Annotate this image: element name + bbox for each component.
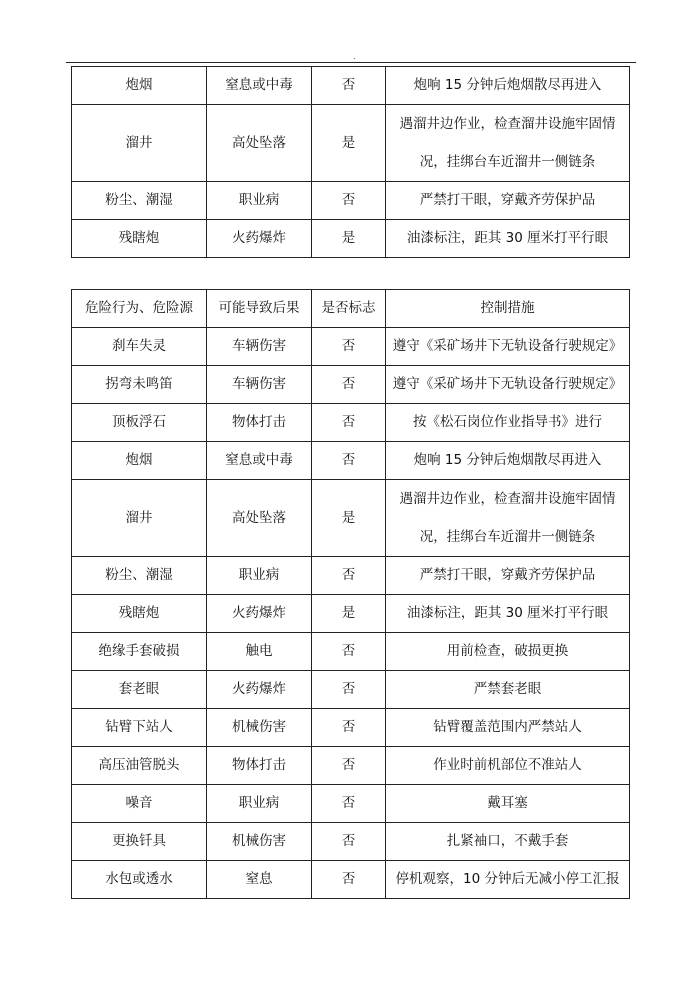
measure-cell: 油漆标注，距其 30 厘米打平行眼: [386, 595, 630, 633]
measure-cell: 扎紧袖口，不戴手套: [386, 823, 630, 861]
consequence-cell: 触电: [207, 633, 312, 671]
flag-cell: 否: [312, 861, 386, 899]
measure-cell: 油漆标注，距其 30 厘米打平行眼: [386, 220, 630, 258]
table-row: [72, 861, 630, 899]
flag-cell: 是: [312, 595, 386, 633]
hazard-cell: 残瞎炮: [72, 595, 207, 633]
consequence-cell: 窒息或中毒: [207, 442, 312, 480]
column-header-consequence: 可能导致后果: [207, 290, 312, 328]
flag-cell: 否: [312, 823, 386, 861]
hazard-cell: 刹车失灵: [72, 328, 207, 366]
table-row: [72, 747, 630, 785]
measure-cell: 用前检查，破损更换: [386, 633, 630, 671]
table-row: [72, 595, 630, 633]
hazard-cell: 更换钎具: [72, 823, 207, 861]
flag-cell: 否: [312, 404, 386, 442]
consequence-cell: 窒息: [207, 861, 312, 899]
column-header-hazard: 危险行为、危险源: [72, 290, 207, 328]
consequence-cell: 火药爆炸: [207, 595, 312, 633]
table-row: [72, 404, 630, 442]
flag-cell: 否: [312, 182, 386, 220]
measure-cell: 遇溜井边作业，检查溜井设施牢固情况，挂绑台车近溜井一侧链条: [386, 480, 630, 557]
consequence-cell: 物体打击: [207, 747, 312, 785]
measure-cell: 严禁打干眼，穿戴齐劳保护品: [386, 557, 630, 595]
measure-cell: 严禁打干眼，穿戴齐劳保护品: [386, 182, 630, 220]
measure-cell: 严禁套老眼: [386, 671, 630, 709]
consequence-cell: 职业病: [207, 557, 312, 595]
hazard-table-continued: [71, 66, 630, 258]
measure-cell: 戴耳塞: [386, 785, 630, 823]
hazard-cell: 残瞎炮: [72, 220, 207, 258]
header-mark: .: [353, 52, 356, 61]
hazard-control-table: [71, 289, 630, 899]
table-row: [72, 480, 630, 557]
hazard-cell: 绝缘手套破损: [72, 633, 207, 671]
table-row: [72, 633, 630, 671]
table-row: [72, 67, 630, 105]
hazard-cell: 钻臂下站人: [72, 709, 207, 747]
hazard-cell: 粉尘、潮湿: [72, 557, 207, 595]
hazard-cell: 高压油管脱头: [72, 747, 207, 785]
measure-cell: 按《松石岗位作业指导书》进行: [386, 404, 630, 442]
hazard-cell: 噪音: [72, 785, 207, 823]
flag-cell: 否: [312, 442, 386, 480]
table-row: [72, 442, 630, 480]
consequence-cell: 高处坠落: [207, 480, 312, 557]
flag-cell: 否: [312, 747, 386, 785]
consequence-cell: 窒息或中毒: [207, 67, 312, 105]
measure-cell: 炮响 15 分钟后炮烟散尽再进入: [386, 442, 630, 480]
measure-cell: 遵守《采矿场井下无轨设备行驶规定》: [386, 366, 630, 404]
hazard-cell: 套老眼: [72, 671, 207, 709]
table-row: [72, 105, 630, 182]
measure-cell: 钻臂覆盖范围内严禁站人: [386, 709, 630, 747]
table-row: [72, 823, 630, 861]
flag-cell: 否: [312, 671, 386, 709]
hazard-cell: 溜井: [72, 105, 207, 182]
table-row: [72, 328, 630, 366]
flag-cell: 否: [312, 67, 386, 105]
consequence-cell: 火药爆炸: [207, 220, 312, 258]
table-row: [72, 785, 630, 823]
flag-cell: 是: [312, 480, 386, 557]
hazard-cell: 水包或透水: [72, 861, 207, 899]
consequence-cell: 物体打击: [207, 404, 312, 442]
hazard-cell: 炮烟: [72, 442, 207, 480]
flag-cell: 否: [312, 633, 386, 671]
hazard-cell: 拐弯未鸣笛: [72, 366, 207, 404]
measure-cell: 停机观察，10 分钟后无减小停工汇报: [386, 861, 630, 899]
flag-cell: 否: [312, 785, 386, 823]
consequence-cell: 职业病: [207, 785, 312, 823]
consequence-cell: 车辆伤害: [207, 328, 312, 366]
measure-cell: 作业时前机部位不准站人: [386, 747, 630, 785]
measure-cell: 炮响 15 分钟后炮烟散尽再进入: [386, 67, 630, 105]
table-row: [72, 182, 630, 220]
table-row: [72, 709, 630, 747]
flag-cell: 否: [312, 366, 386, 404]
header-rule: [66, 62, 636, 63]
measure-cell: 遇溜井边作业，检查溜井设施牢固情况，挂绑台车近溜井一侧链条: [386, 105, 630, 182]
table-row: [72, 557, 630, 595]
measure-cell: 遵守《采矿场井下无轨设备行驶规定》: [386, 328, 630, 366]
flag-cell: 否: [312, 328, 386, 366]
table-header-row: [72, 290, 630, 328]
consequence-cell: 火药爆炸: [207, 671, 312, 709]
hazard-cell: 粉尘、潮湿: [72, 182, 207, 220]
column-header-measure: 控制措施: [386, 290, 630, 328]
consequence-cell: 机械伤害: [207, 823, 312, 861]
flag-cell: 否: [312, 557, 386, 595]
hazard-cell: 溜井: [72, 480, 207, 557]
column-header-flag: 是否标志: [312, 290, 386, 328]
flag-cell: 否: [312, 709, 386, 747]
hazard-cell: 顶板浮石: [72, 404, 207, 442]
consequence-cell: 高处坠落: [207, 105, 312, 182]
flag-cell: 是: [312, 220, 386, 258]
flag-cell: 是: [312, 105, 386, 182]
consequence-cell: 职业病: [207, 182, 312, 220]
table-row: [72, 220, 630, 258]
table-row: [72, 366, 630, 404]
hazard-cell: 炮烟: [72, 67, 207, 105]
table-row: [72, 671, 630, 709]
consequence-cell: 车辆伤害: [207, 366, 312, 404]
consequence-cell: 机械伤害: [207, 709, 312, 747]
